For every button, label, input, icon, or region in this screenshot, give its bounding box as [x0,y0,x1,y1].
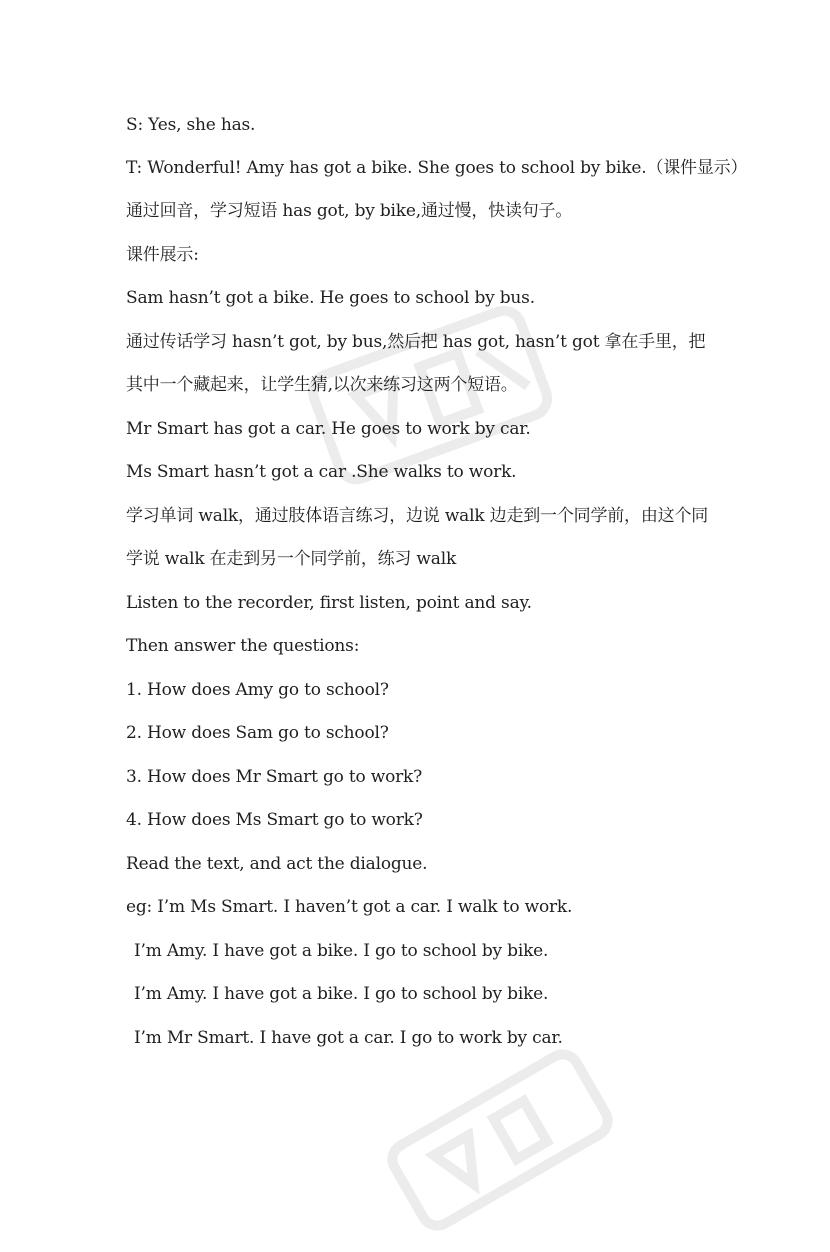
watermark-logo [366,1028,634,1252]
text-line: Then answer the questions: [126,636,360,656]
text-line: 其中一个藏起来，让学生猜,以次来练习这两个短语。 [126,375,518,395]
text-line: Read the text, and act the dialogue. [126,854,428,874]
text-line: 通过回音，学习短语 has got, by bike,通过慢，快读句子。 [126,201,573,221]
text-line: T: Wonderful! Amy has got a bike. She goes to school by bike.（课件显示） [126,158,748,178]
text-line: Sam hasn’t got a bike. He goes to school by bus. [126,288,535,308]
question-item: 4. How does Ms Smart go to work? [126,810,423,830]
question-item: 2. How does Sam go to school? [126,723,389,743]
text-line: Mr Smart has got a car. He goes to work by car. [126,419,531,439]
dialogue-line: eg: I’m Ms Smart. I haven’t got a car. I walk to work. [126,897,573,917]
text-line: 课件展示: [126,245,199,265]
dialogue-line: I’m Amy. I have got a bike. I go to school by bike. [134,941,549,961]
question-item: 1. How does Amy go to school? [126,680,389,700]
text-line: S: Yes, she has. [126,115,256,135]
text-line: Listen to the recorder, first listen, point and say. [126,593,532,613]
dialogue-line: I’m Amy. I have got a bike. I go to school by bike. [134,984,549,1004]
text-line: Ms Smart hasn’t got a car .She walks to work. [126,462,517,482]
text-line: 学说 walk 在走到另一个同学前，练习 walk [126,549,457,569]
dialogue-line: I’m Mr Smart. I have got a car. I go to work by car. [134,1028,563,1048]
question-item: 3. How does Mr Smart go to work? [126,767,423,787]
text-line: 学习单词 walk，通过肢体语言练习，边说 walk 边走到一个同学前，由这个同 [126,506,709,526]
text-line: 通过传话学习 hasn’t got, by bus,然后把 has got, hasn’t got 拿在手里，把 [126,332,706,352]
